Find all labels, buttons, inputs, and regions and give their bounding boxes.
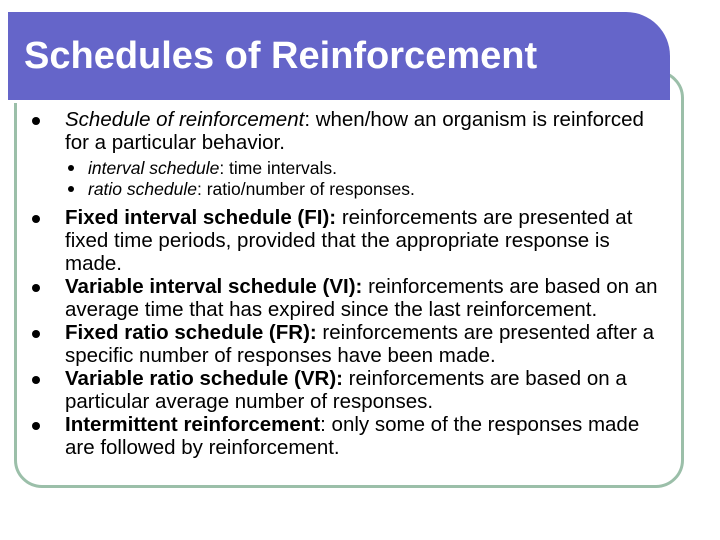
bullet-dot [32, 376, 40, 384]
bullet-item-fixed-interval [30, 206, 670, 275]
bullet-text: reinforcements are based on a particular average number of responses. [65, 367, 627, 413]
sub-bullet-list [30, 158, 670, 200]
bullet-text: : only some of the responses made are followed by reinforcement. [65, 413, 640, 459]
sub-bullet-text: : time intervals. [219, 158, 338, 178]
sub-bullet-dot [68, 165, 74, 171]
bullet-text: reinforcements are based on an average time that has expired since the last reinforcement. [65, 275, 658, 321]
title-underline [8, 100, 638, 103]
bullet-term: Fixed ratio schedule (FR): [65, 321, 317, 344]
bullet-item-schedule-definition [30, 108, 670, 154]
bullet-term: Variable interval schedule (VI): [65, 275, 363, 298]
bullet-dot [32, 330, 40, 338]
sub-bullet-ratio [30, 179, 670, 200]
bullet-item-variable-interval [30, 275, 670, 321]
bullet-text: : when/how an organism is reinforced for a particular behavior. [65, 108, 644, 154]
bullet-text: reinforcements are presented after a specific number of responses have been made. [65, 321, 655, 367]
bullet-item-variable-ratio [30, 367, 670, 413]
sub-bullet-text: : ratio/number of responses. [196, 179, 415, 199]
slide-title: Schedules of Reinforcement [24, 35, 538, 77]
bullet-term: Intermittent reinforcement [65, 413, 321, 436]
bullet-term: Schedule of reinforcement [65, 108, 305, 131]
bullet-term: Variable ratio schedule (VR): [65, 367, 343, 390]
bullet-dot [32, 422, 40, 430]
bullet-dot [32, 215, 40, 223]
bullet-dot [32, 117, 40, 125]
bullet-term: Fixed interval schedule (FI): [65, 206, 337, 229]
bullet-text: reinforcements are presented at fixed time periods, provided that the appropriate response is made. [65, 206, 633, 275]
sub-bullet-term: ratio schedule [88, 179, 197, 199]
bullet-list [30, 108, 670, 459]
bullet-dot [32, 284, 40, 292]
sub-bullet-interval [30, 158, 670, 179]
bullet-item-fixed-ratio [30, 321, 670, 367]
sub-bullet-dot [68, 186, 74, 192]
sub-bullet-term: interval schedule [88, 158, 220, 178]
bullet-item-intermittent [30, 413, 670, 459]
